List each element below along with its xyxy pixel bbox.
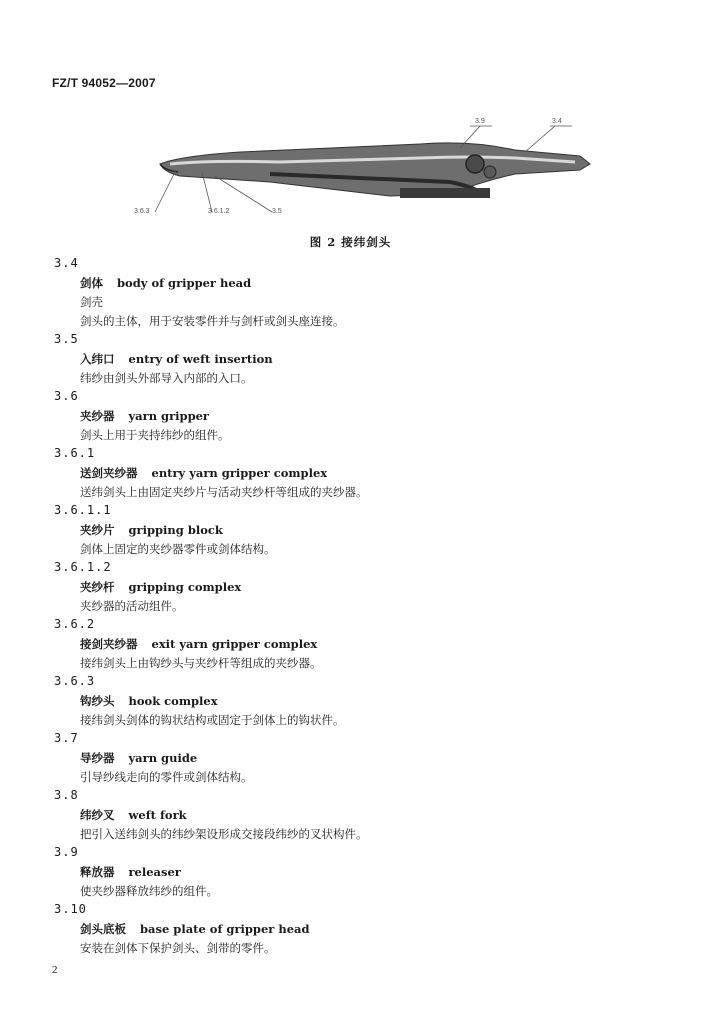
term-definition: 夹纱器的活动组件。	[80, 599, 184, 613]
term-en: base plate of gripper head	[140, 922, 310, 936]
term-name	[80, 807, 187, 823]
term-zh: 送剑夹纱器	[80, 466, 138, 480]
term-en: entry yarn gripper complex	[151, 466, 328, 480]
label-3-6-1-2: 3.6.1.2	[208, 208, 230, 215]
term-en: hook complex	[128, 694, 218, 708]
term-definition: 纬纱由剑头外部导入内部的入口。	[80, 371, 253, 385]
term-name	[80, 864, 181, 880]
term-name	[80, 522, 223, 538]
term-name	[80, 636, 317, 652]
term-definition: 把引入送纬剑头的纬纱架设形成交接段纬纱的叉状构件。	[80, 827, 368, 841]
term-en: gripping block	[128, 523, 223, 537]
term-number: 3.6.1.1	[54, 503, 112, 517]
term-en: gripping complex	[128, 580, 242, 594]
term-synonym: 剑壳	[80, 295, 103, 309]
term-en: entry of weft insertion	[128, 352, 273, 366]
term-en: weft fork	[128, 808, 187, 822]
term-name	[80, 351, 273, 367]
term-en: yarn gripper	[128, 409, 209, 423]
term-name	[80, 579, 241, 595]
term-number: 3.8	[54, 788, 79, 802]
term-number: 3.4	[54, 256, 79, 270]
term-number: 3.7	[54, 731, 79, 745]
term-zh: 入纬口	[80, 352, 115, 366]
term-en: body of gripper head	[117, 276, 252, 290]
term-zh: 夹纱器	[80, 409, 115, 423]
term-definition: 安装在剑体下保护剑头、剑带的零件。	[80, 941, 276, 955]
term-en: releaser	[128, 865, 181, 879]
term-definition: 引导纱线走向的零件或剑体结构。	[80, 770, 253, 784]
gripper-head-figure	[120, 112, 600, 222]
term-name	[80, 921, 310, 937]
term-zh: 钩纱头	[80, 694, 115, 708]
term-number: 3.10	[54, 902, 87, 916]
term-definition: 剑头的主体，用于安装零件并与剑杆或剑头座连接。	[80, 314, 345, 328]
term-definition: 剑头上用于夹持纬纱的组件。	[80, 428, 230, 442]
term-name	[80, 693, 218, 709]
label-3-4: 3.4	[552, 118, 562, 125]
term-zh: 接剑夹纱器	[80, 637, 138, 651]
term-definition: 剑体上固定的夹纱器零件或剑体结构。	[80, 542, 276, 556]
label-3-9: 3.9	[475, 118, 485, 125]
term-definition: 送纬剑头上由固定夹纱片与活动夹纱杆等组成的夹纱器。	[80, 485, 368, 499]
base-plate	[400, 188, 490, 198]
term-number: 3.5	[54, 332, 79, 346]
term-number: 3.6.2	[54, 617, 96, 631]
term-zh: 夹纱杆	[80, 580, 115, 594]
term-number: 3.6	[54, 389, 79, 403]
figure-caption: 图 2 接纬剑头	[309, 235, 392, 249]
label-3-6-3: 3.6.3	[134, 208, 150, 215]
term-definition: 接纬剑头剑体的钩状结构或固定于剑体上的钩状件。	[80, 713, 345, 727]
mechanism-roller	[466, 155, 484, 173]
term-zh: 纬纱叉	[80, 808, 115, 822]
term-number: 3.6.1	[54, 446, 96, 460]
term-zh: 导纱器	[80, 751, 115, 765]
term-definition: 使夹纱器释放纬纱的组件。	[80, 884, 218, 898]
term-zh: 剑体	[80, 276, 103, 290]
term-name	[80, 750, 197, 766]
term-name	[80, 465, 327, 481]
term-zh: 释放器	[80, 865, 115, 879]
standard-code: FZ/T 94052—2007	[52, 76, 156, 90]
term-number: 3.9	[54, 845, 79, 859]
term-definition: 接纬剑头上由钩纱头与夹纱杆等组成的夹纱器。	[80, 656, 322, 670]
label-3-5: 3.5	[272, 208, 282, 215]
term-name	[80, 275, 251, 291]
term-zh: 夹纱片	[80, 523, 115, 537]
term-name	[80, 408, 209, 424]
term-number: 3.6.3	[54, 674, 96, 688]
term-en: yarn guide	[128, 751, 198, 765]
term-zh: 剑头底板	[80, 922, 126, 936]
term-number: 3.6.1.2	[54, 560, 112, 574]
term-en: exit yarn gripper complex	[151, 637, 318, 651]
page-number: 2	[52, 964, 58, 976]
mechanism-roller-2	[484, 166, 496, 178]
gripper-body-shape	[160, 143, 590, 196]
